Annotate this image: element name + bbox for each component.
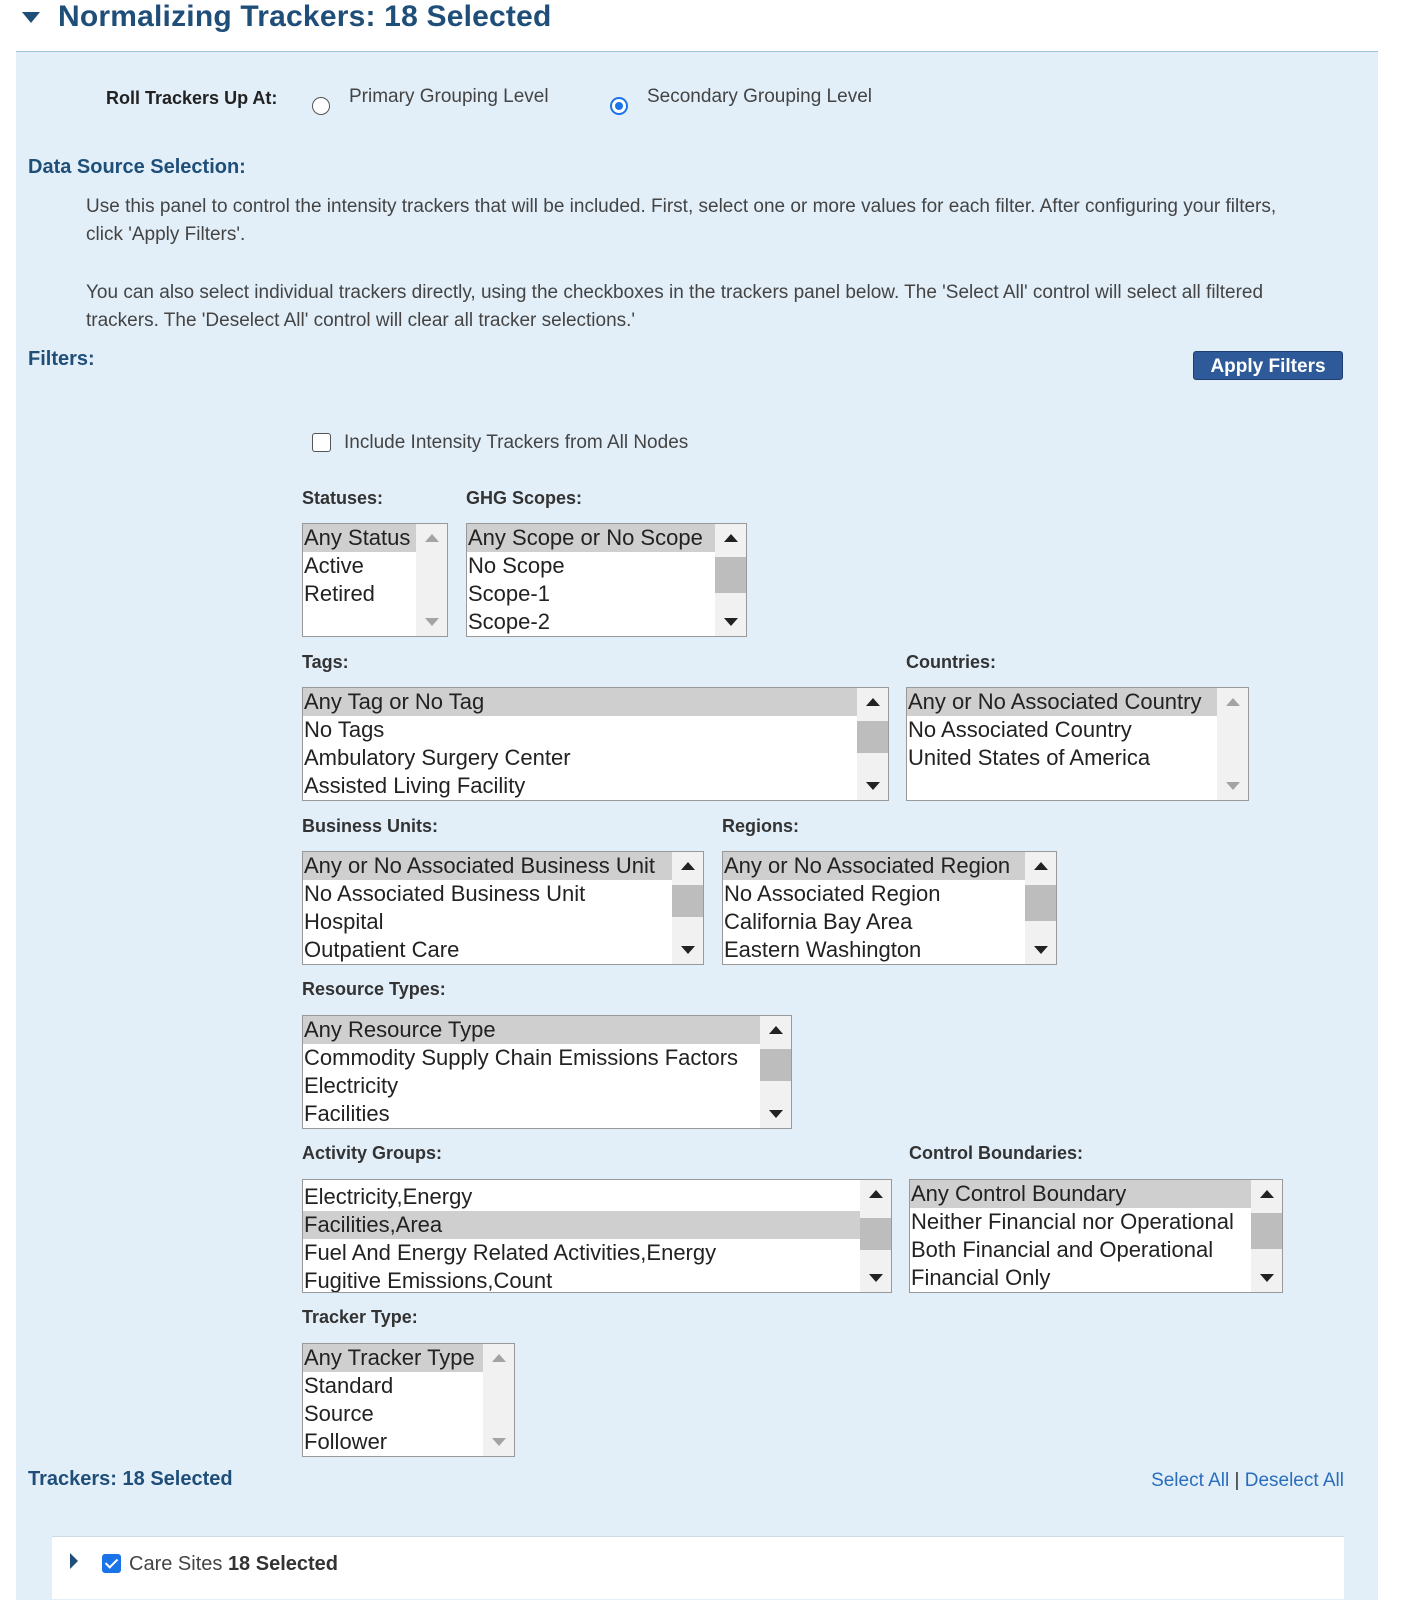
section-title: Normalizing Trackers: 18 Selected — [58, 0, 552, 33]
list-option[interactable]: Facilities — [304, 1101, 390, 1126]
list-option[interactable]: Any Tracker Type — [303, 1344, 483, 1372]
scroll-down-icon[interactable] — [681, 946, 695, 954]
data-source-desc-2: You can also select individual trackers directly, using the checkboxes in the trackers panel below. The 'Select All' control will select all filtered trackers. The 'Deselect All' control will clear all tracker selections.' — [86, 282, 1264, 331]
data-source-desc-1: Use this panel to control the intensity trackers that will be included. First, select one or more values for each filter. After configuring your filters, click 'Apply Filters'. — [86, 196, 1277, 245]
filters-title: Filters: — [28, 348, 95, 370]
scroll-down-icon[interactable] — [869, 1274, 883, 1282]
scroll-thumb[interactable] — [1025, 885, 1056, 921]
scroll-down-icon[interactable] — [1226, 782, 1240, 790]
list-option[interactable]: Fugitive Emissions,Count — [304, 1268, 553, 1292]
business-units-label: Business Units: — [302, 816, 439, 836]
scrollbar[interactable] — [1025, 852, 1056, 964]
list-option[interactable]: Ambulatory Surgery Center — [304, 745, 571, 770]
list-option[interactable]: Scope-2 — [468, 609, 550, 634]
list-option[interactable]: Any Control Boundary — [910, 1180, 1251, 1208]
include-all-nodes-label[interactable]: Include Intensity Trackers from All Nodes — [344, 432, 689, 453]
collapse-triangle-icon[interactable] — [22, 12, 40, 23]
tracker-group-label[interactable] — [129, 1553, 338, 1576]
list-option[interactable]: United States of America — [908, 745, 1151, 770]
scrollbar[interactable] — [416, 524, 447, 636]
list-option[interactable]: Both Financial and Operational — [911, 1237, 1214, 1262]
list-option[interactable]: No Associated Region — [724, 881, 941, 906]
list-option[interactable]: Source — [304, 1401, 374, 1426]
list-option[interactable]: Any Scope or No Scope — [467, 524, 715, 552]
tracker-group-count: 18 Selected — [227, 1553, 339, 1575]
regions-listbox[interactable] — [722, 851, 1057, 965]
scroll-down-icon[interactable] — [425, 618, 439, 626]
list-option[interactable]: Outpatient Care — [304, 937, 460, 962]
list-option[interactable]: Facilities,Area — [303, 1211, 860, 1239]
ghg-scopes-listbox[interactable] — [466, 523, 747, 637]
scroll-up-icon[interactable] — [866, 698, 880, 706]
scroll-down-icon[interactable] — [866, 782, 880, 790]
scrollbar[interactable] — [715, 524, 746, 636]
scroll-up-icon[interactable] — [724, 534, 738, 542]
list-option[interactable]: Active — [304, 553, 364, 578]
statuses-label: Statuses: — [302, 488, 384, 508]
list-option[interactable]: No Associated Country — [908, 717, 1132, 742]
tags-label: Tags: — [302, 652, 349, 672]
ghg-scopes-label: GHG Scopes: — [466, 488, 583, 508]
select-all-link[interactable]: Select All — [1151, 1470, 1230, 1491]
list-option[interactable]: No Tags — [304, 717, 385, 742]
list-option[interactable]: California Bay Area — [724, 909, 913, 934]
scrollbar[interactable] — [1217, 688, 1248, 800]
scroll-up-icon[interactable] — [681, 862, 695, 870]
regions-label: Regions: — [722, 816, 800, 836]
apply-filters-button[interactable]: Apply Filters — [1193, 351, 1343, 380]
tracker-type-listbox[interactable] — [302, 1343, 515, 1457]
list-option[interactable]: Scope-1 — [468, 581, 550, 606]
list-option[interactable]: Any or No Associated Business Unit — [303, 852, 672, 880]
normalizing-trackers-panel — [16, 52, 1378, 1600]
list-option[interactable]: Commodity Supply Chain Emissions Factors — [304, 1045, 739, 1070]
scroll-up-icon[interactable] — [1260, 1190, 1274, 1198]
scroll-up-icon[interactable] — [869, 1190, 883, 1198]
radio-secondary-grouping-label[interactable]: Secondary Grouping Level — [647, 86, 872, 107]
list-option[interactable]: Retired — [304, 581, 375, 606]
list-option[interactable]: No Scope — [468, 553, 565, 578]
section-header[interactable] — [22, 0, 552, 40]
list-option[interactable]: Fuel And Energy Related Activities,Energy — [304, 1240, 717, 1265]
scroll-thumb[interactable] — [1251, 1213, 1282, 1249]
tracker-type-label: Tracker Type: — [302, 1307, 418, 1327]
scroll-thumb[interactable] — [672, 885, 703, 917]
scroll-down-icon[interactable] — [1034, 946, 1048, 954]
trackers-title: Trackers: 18 Selected — [28, 1468, 233, 1490]
scroll-down-icon[interactable] — [724, 618, 738, 626]
scroll-up-icon[interactable] — [1034, 862, 1048, 870]
list-option[interactable]: Any Tag or No Tag — [303, 688, 857, 716]
list-option[interactable]: Standard — [304, 1373, 394, 1398]
scroll-up-icon[interactable] — [425, 534, 439, 542]
control-boundaries-label: Control Boundaries: — [909, 1143, 1083, 1163]
list-option[interactable]: Any Resource Type — [303, 1016, 760, 1044]
countries-label: Countries: — [906, 652, 996, 672]
tracker-group-checkbox[interactable] — [102, 1554, 121, 1573]
include-all-nodes-checkbox[interactable] — [312, 433, 331, 452]
list-option[interactable]: Any or No Associated Region — [723, 852, 1025, 880]
tags-listbox[interactable] — [302, 687, 889, 801]
countries-listbox[interactable] — [906, 687, 1249, 801]
deselect-all-link[interactable]: Deselect All — [1244, 1470, 1344, 1491]
scroll-thumb[interactable] — [857, 721, 888, 753]
scroll-down-icon[interactable] — [769, 1110, 783, 1118]
list-option[interactable]: Any Status — [303, 524, 416, 552]
radio-secondary-grouping[interactable] — [610, 97, 628, 115]
activity-groups-listbox[interactable] — [302, 1179, 892, 1293]
list-option[interactable]: Eastern Washington — [724, 937, 922, 962]
resource-types-listbox[interactable] — [302, 1015, 792, 1129]
control-boundaries-listbox[interactable] — [909, 1179, 1283, 1293]
scrollbar[interactable] — [760, 1016, 791, 1128]
scrollbar[interactable] — [857, 688, 888, 800]
selection-links — [1151, 1470, 1344, 1492]
scroll-thumb[interactable] — [860, 1218, 891, 1250]
scroll-down-icon[interactable] — [492, 1438, 506, 1446]
statuses-listbox[interactable] — [302, 523, 448, 637]
link-separator: | — [1234, 1470, 1240, 1491]
list-option[interactable]: Neither Financial nor Operational — [911, 1209, 1234, 1234]
scroll-down-icon[interactable] — [1260, 1274, 1274, 1282]
business-units-listbox[interactable] — [302, 851, 704, 965]
list-option[interactable]: No Associated Business Unit — [304, 881, 586, 906]
tracker-group-name: Care Sites — [129, 1553, 223, 1575]
list-option[interactable]: Financial Only — [911, 1265, 1051, 1290]
scrollbar[interactable] — [483, 1344, 514, 1456]
scrollbar[interactable] — [1251, 1180, 1282, 1292]
list-option[interactable]: Hospital — [304, 909, 384, 934]
scroll-up-icon[interactable] — [769, 1026, 783, 1034]
list-option[interactable]: Electricity,Energy — [304, 1184, 473, 1209]
list-option[interactable]: Any or No Associated Country — [907, 688, 1217, 716]
scroll-up-icon[interactable] — [1226, 698, 1240, 706]
scrollbar[interactable] — [860, 1180, 891, 1292]
resource-types-label: Resource Types: — [302, 979, 446, 999]
list-option[interactable]: Electricity — [304, 1073, 399, 1098]
list-option[interactable]: Assisted Living Facility — [304, 773, 526, 798]
expand-triangle-icon[interactable] — [70, 1553, 78, 1569]
scroll-up-icon[interactable] — [492, 1354, 506, 1362]
data-source-title: Data Source Selection: — [28, 156, 246, 178]
list-option[interactable]: Follower — [304, 1429, 388, 1454]
scroll-thumb[interactable] — [715, 557, 746, 593]
scrollbar[interactable] — [672, 852, 703, 964]
radio-primary-grouping-label[interactable]: Primary Grouping Level — [349, 86, 549, 107]
activity-groups-label: Activity Groups: — [302, 1143, 443, 1163]
radio-primary-grouping[interactable] — [312, 97, 330, 115]
scroll-thumb[interactable] — [760, 1049, 791, 1081]
rollup-label: Roll Trackers Up At: — [106, 88, 278, 108]
tracker-group-row — [52, 1536, 1344, 1599]
